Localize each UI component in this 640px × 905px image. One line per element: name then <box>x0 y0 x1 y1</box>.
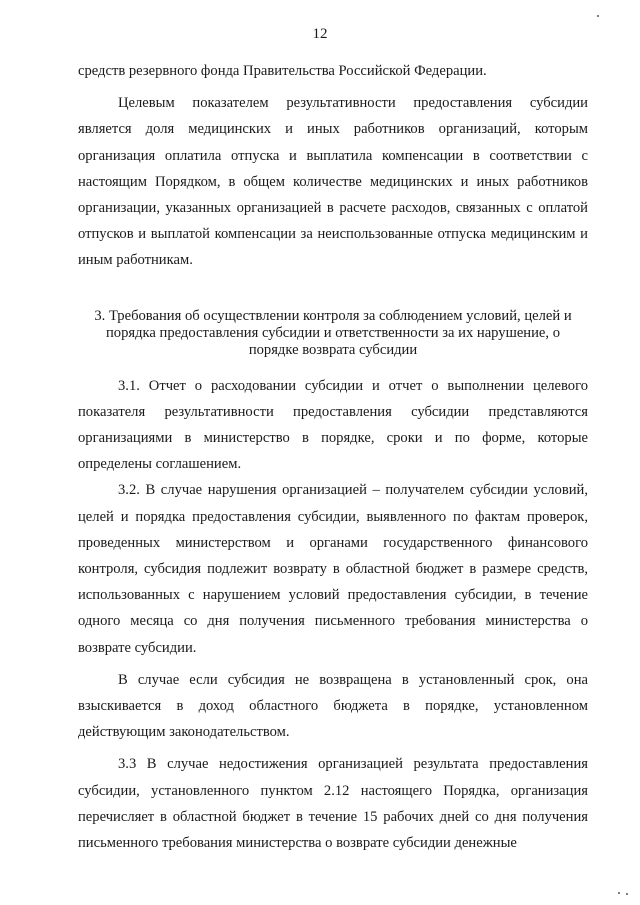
scan-speck <box>597 15 599 17</box>
paragraph-target-indicator: Целевым показателем результативности предоставления субсидии является доля медицинских и иных работников организаций, которым организация оплатила отпуска и выплатила компенсации в соответствии с настоящим Порядком, в общем количестве медицинских и иных работников организации, указанных организацией в расчете расходов, связанных с оплатой отпусков и выплатой компенсации за неиспользованные отпуска медицинским и иным работникам. <box>78 95 588 269</box>
scan-speck <box>618 892 620 894</box>
document-body <box>78 58 588 856</box>
scan-speck <box>626 893 628 895</box>
paragraph-3-3: 3.3 В случае недостижения организацией результата предоставления субсидии, установленного пунктом 2.12 настоящего Порядка, организация перечисляет в областной бюджет в течение 15 рабочих дней со дня получения письменного требования министерства о возврате субсидии денежные <box>78 756 588 852</box>
paragraph-3-2: 3.2. В случае нарушения организацией – получателем субсидии условий, целей и порядка предоставления субсидии, выявленного по фактам проверок, проведенных министерством и органами государственного финансового контроля, субсидия подлежит возврату в областной бюджет в размере средств, использованных с нарушением условий предоставления субсидии, в течение одного месяца со дня получения письменного требования министерства о возврате субсидии. <box>78 482 588 656</box>
page-number: 12 <box>312 26 328 42</box>
section-heading: 3. Требования об осуществлении контроля за соблюдением условий, целей и порядка предоставления субсидии и ответственности за их нарушение, о порядке возврата субсидии <box>94 307 572 358</box>
paragraph-3-1: 3.1. Отчет о расходовании субсидии и отчет о выполнении целевого показателя результативности предоставления субсидии представляются организациями в министерство в порядке, сроки и по форме, которые определены соглашением. <box>78 377 588 473</box>
paragraph-3-2-continued: В случае если субсидия не возвращена в установленный срок, она взыскивается в доход областного бюджета в порядке, установленном действующим законодательством. <box>78 671 588 741</box>
paragraph-continuation: средств резервного фонда Правительства Российской Федерации. <box>78 63 487 79</box>
